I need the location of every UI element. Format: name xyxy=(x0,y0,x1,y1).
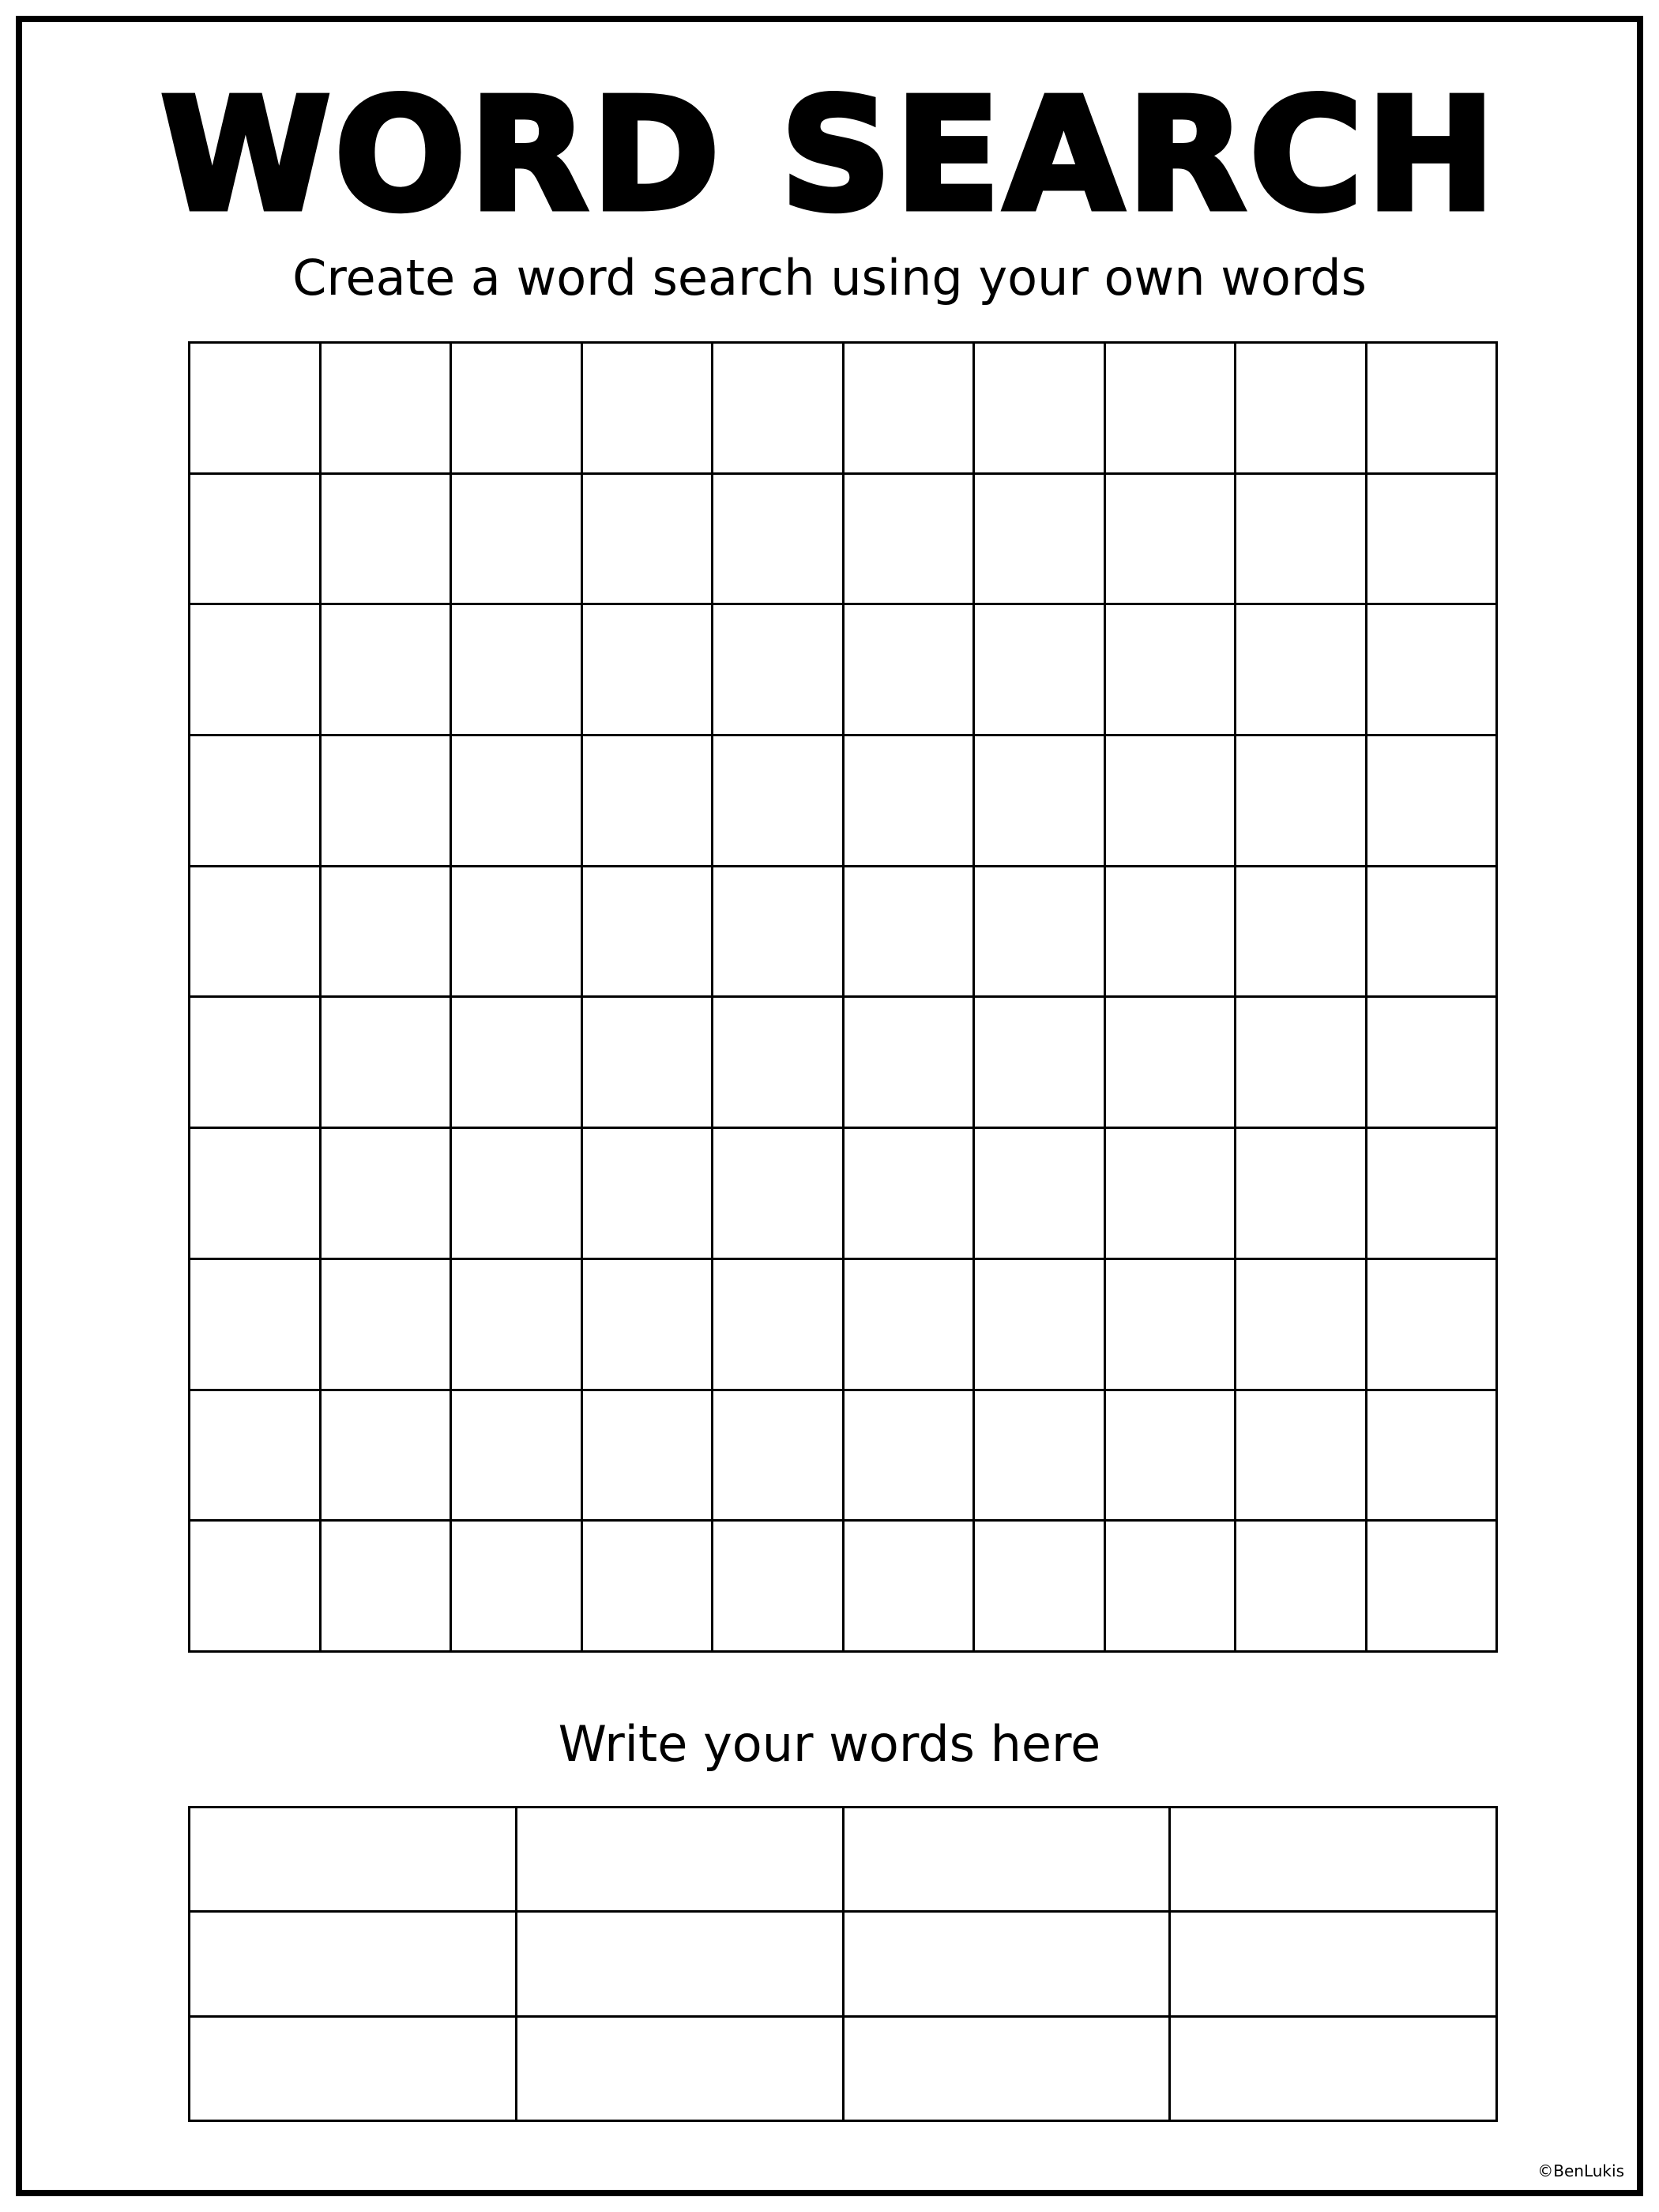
grid-cell[interactable] xyxy=(190,605,322,736)
word-entry-cell[interactable] xyxy=(845,1808,1172,1913)
grid-cell[interactable] xyxy=(322,344,453,475)
word-entry-cell[interactable] xyxy=(1171,2018,1498,2122)
grid-cell[interactable] xyxy=(1367,736,1499,867)
grid-cell[interactable] xyxy=(190,1260,322,1391)
grid-cell[interactable] xyxy=(1367,1522,1499,1653)
grid-cell[interactable] xyxy=(975,1260,1106,1391)
grid-cell[interactable] xyxy=(452,1260,583,1391)
words-label: Write your words here xyxy=(558,1715,1101,1773)
grid-cell[interactable] xyxy=(452,344,583,475)
grid-cell[interactable] xyxy=(322,1260,453,1391)
grid-cell[interactable] xyxy=(1106,867,1237,999)
word-entry-cell[interactable] xyxy=(1171,1913,1498,2017)
word-entry-cell[interactable] xyxy=(517,1808,845,1913)
grid-cell[interactable] xyxy=(713,1260,845,1391)
grid-cell[interactable] xyxy=(975,1129,1106,1260)
grid-cell[interactable] xyxy=(713,1522,845,1653)
grid-cell[interactable] xyxy=(1367,1129,1499,1260)
grid-cell[interactable] xyxy=(845,998,976,1129)
grid-cell[interactable] xyxy=(1236,475,1367,606)
grid-cell[interactable] xyxy=(452,867,583,999)
grid-cell[interactable] xyxy=(1367,998,1499,1129)
grid-cell[interactable] xyxy=(975,344,1106,475)
grid-cell[interactable] xyxy=(1236,344,1367,475)
grid-cell[interactable] xyxy=(1367,344,1499,475)
grid-cell[interactable] xyxy=(845,344,976,475)
grid-cell[interactable] xyxy=(713,475,845,606)
grid-cell[interactable] xyxy=(322,1522,453,1653)
grid-cell[interactable] xyxy=(713,605,845,736)
grid-cell[interactable] xyxy=(975,1391,1106,1522)
word-entry-cell[interactable] xyxy=(190,1913,517,2017)
word-entry-cell[interactable] xyxy=(845,2018,1172,2122)
grid-cell[interactable] xyxy=(845,736,976,867)
grid-cell[interactable] xyxy=(1236,1260,1367,1391)
grid-cell[interactable] xyxy=(190,1391,322,1522)
grid-cell[interactable] xyxy=(1106,475,1237,606)
grid-cell[interactable] xyxy=(1106,1129,1237,1260)
grid-cell[interactable] xyxy=(1106,605,1237,736)
grid-cell[interactable] xyxy=(975,998,1106,1129)
grid-cell[interactable] xyxy=(1236,998,1367,1129)
grid-cell[interactable] xyxy=(1236,736,1367,867)
page-title: WORD SEARCH xyxy=(160,66,1499,246)
grid-cell[interactable] xyxy=(583,867,714,999)
grid-cell[interactable] xyxy=(190,475,322,606)
grid-cell[interactable] xyxy=(322,605,453,736)
grid-cell[interactable] xyxy=(190,1522,322,1653)
grid-cell[interactable] xyxy=(1367,1260,1499,1391)
grid-cell[interactable] xyxy=(845,867,976,999)
grid-cell[interactable] xyxy=(845,605,976,736)
grid-cell[interactable] xyxy=(190,736,322,867)
grid-cell[interactable] xyxy=(975,475,1106,606)
grid-cell[interactable] xyxy=(322,1391,453,1522)
grid-cell[interactable] xyxy=(1367,867,1499,999)
grid-cell[interactable] xyxy=(713,736,845,867)
grid-cell[interactable] xyxy=(1106,1522,1237,1653)
grid-cell[interactable] xyxy=(845,1522,976,1653)
grid-cell[interactable] xyxy=(452,998,583,1129)
grid-cell[interactable] xyxy=(713,344,845,475)
word-entry-cell[interactable] xyxy=(845,1913,1172,2017)
grid-cell[interactable] xyxy=(322,475,453,606)
grid-cell[interactable] xyxy=(1106,1260,1237,1391)
grid-cell[interactable] xyxy=(452,736,583,867)
grid-cell[interactable] xyxy=(1236,1129,1367,1260)
grid-cell[interactable] xyxy=(845,1129,976,1260)
grid-cell[interactable] xyxy=(583,344,714,475)
grid-cell[interactable] xyxy=(713,998,845,1129)
grid-cell[interactable] xyxy=(1106,344,1237,475)
word-entry-cell[interactable] xyxy=(1171,1808,1498,1913)
grid-cell[interactable] xyxy=(452,605,583,736)
grid-cell[interactable] xyxy=(452,475,583,606)
grid-cell[interactable] xyxy=(583,475,714,606)
copyright-text: ©BenLukis xyxy=(1537,2161,1624,2180)
grid-cell[interactable] xyxy=(975,736,1106,867)
grid-cell[interactable] xyxy=(713,1391,845,1522)
grid-cell[interactable] xyxy=(713,867,845,999)
grid-cell[interactable] xyxy=(322,1129,453,1260)
grid-cell[interactable] xyxy=(583,736,714,867)
grid-cell[interactable] xyxy=(1106,998,1237,1129)
grid-cell[interactable] xyxy=(1236,1391,1367,1522)
grid-cell[interactable] xyxy=(583,1260,714,1391)
grid-cell[interactable] xyxy=(975,867,1106,999)
grid-cell[interactable] xyxy=(1367,605,1499,736)
grid-cell[interactable] xyxy=(190,344,322,475)
grid-cell[interactable] xyxy=(452,1522,583,1653)
grid-cell[interactable] xyxy=(845,1391,976,1522)
grid-cell[interactable] xyxy=(1236,1522,1367,1653)
grid-cell[interactable] xyxy=(190,998,322,1129)
grid-cell[interactable] xyxy=(1236,867,1367,999)
grid-cell[interactable] xyxy=(1367,1391,1499,1522)
word-entry-cell[interactable] xyxy=(517,2018,845,2122)
word-search-grid xyxy=(188,341,1498,1653)
word-entry-cell[interactable] xyxy=(190,1808,517,1913)
grid-cell[interactable] xyxy=(583,998,714,1129)
grid-cell[interactable] xyxy=(1367,475,1499,606)
grid-cell[interactable] xyxy=(583,1391,714,1522)
grid-cell[interactable] xyxy=(322,867,453,999)
word-list-table xyxy=(188,1806,1498,2122)
grid-cell[interactable] xyxy=(975,1522,1106,1653)
grid-cell[interactable] xyxy=(1236,605,1367,736)
word-entry-cell[interactable] xyxy=(517,1913,845,2017)
grid-cell[interactable] xyxy=(845,475,976,606)
grid-cell[interactable] xyxy=(713,1129,845,1260)
grid-cell[interactable] xyxy=(975,605,1106,736)
grid-cell[interactable] xyxy=(1106,1391,1237,1522)
word-entry-cell[interactable] xyxy=(190,2018,517,2122)
subtitle: Create a word search using your own words xyxy=(292,249,1367,307)
grid-cell[interactable] xyxy=(452,1391,583,1522)
grid-cell[interactable] xyxy=(583,1129,714,1260)
grid-cell[interactable] xyxy=(190,867,322,999)
grid-cell[interactable] xyxy=(1106,736,1237,867)
grid-cell[interactable] xyxy=(583,1522,714,1653)
grid-cell[interactable] xyxy=(322,998,453,1129)
grid-cell[interactable] xyxy=(845,1260,976,1391)
grid-cell[interactable] xyxy=(190,1129,322,1260)
grid-cell[interactable] xyxy=(452,1129,583,1260)
grid-cell[interactable] xyxy=(322,736,453,867)
grid-cell[interactable] xyxy=(583,605,714,736)
